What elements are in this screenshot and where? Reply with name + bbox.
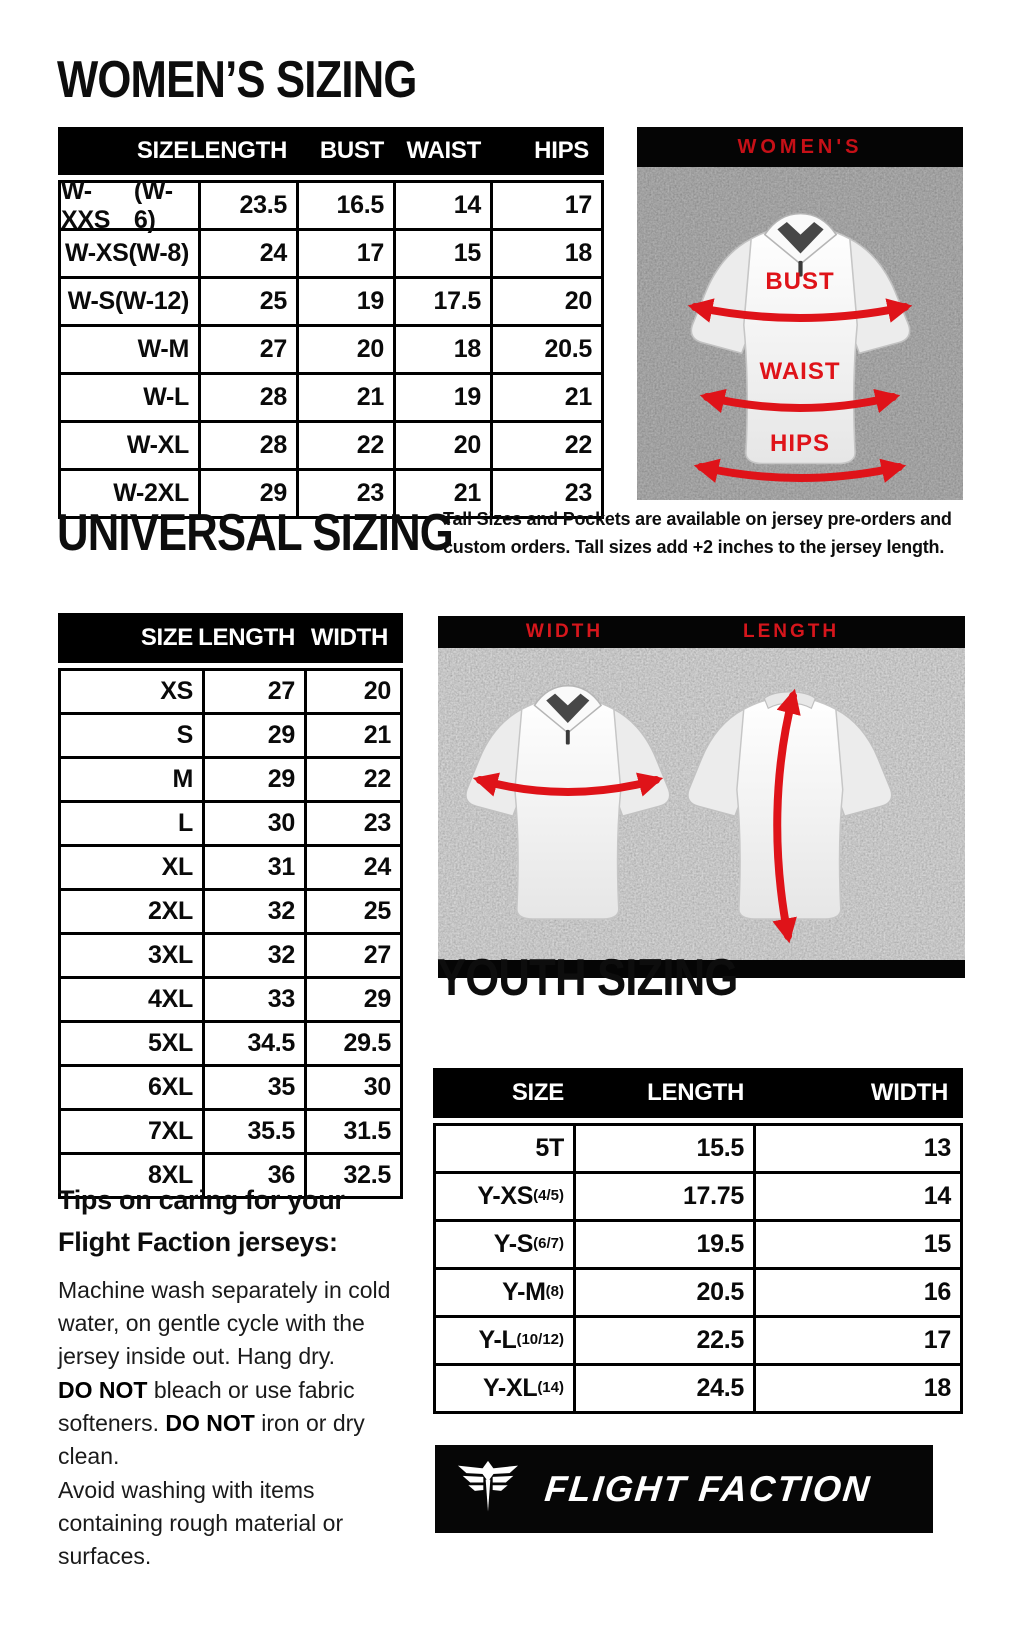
table-cell: 15.5	[576, 1126, 756, 1171]
table-cell: W-XL	[61, 423, 201, 468]
table-row	[61, 979, 400, 1023]
table-cell: W-L	[61, 375, 201, 420]
table-cell: 32.5	[343, 1161, 391, 1189]
table-cell: 32	[205, 891, 307, 932]
table-cell: 29	[205, 715, 307, 756]
table-cell: 25	[363, 897, 391, 925]
table-cell: 32	[205, 935, 307, 976]
column-header: SIZE	[140, 624, 193, 651]
table-cell: 23	[363, 809, 391, 837]
column-header: LENGTH	[198, 624, 295, 651]
womens-sizing-table	[58, 127, 604, 519]
table-cell: 8XL	[61, 1155, 205, 1196]
table-cell: W-M	[61, 327, 201, 372]
table-header-row	[58, 127, 604, 175]
table-cell: 17.5	[396, 279, 493, 324]
table-body	[58, 176, 604, 519]
table-cell: W-S (W-12)	[61, 279, 201, 324]
table-row	[61, 1067, 400, 1111]
care-tips	[58, 1180, 414, 1574]
table-row	[61, 375, 601, 423]
table-cell: 27	[201, 327, 299, 372]
table-row	[61, 279, 601, 327]
column-header: HIPS	[534, 137, 589, 164]
flight-faction-wings-icon	[455, 1459, 521, 1519]
table-cell: 16.5	[299, 183, 396, 228]
column-header: WIDTH	[870, 1079, 948, 1106]
table-cell: W-2XL	[61, 471, 201, 516]
universal-jersey-illustration	[438, 648, 965, 960]
table-cell: M	[61, 759, 205, 800]
hips-label: HIPS	[769, 430, 831, 457]
table-cell: 15	[396, 231, 493, 276]
table-row	[61, 176, 601, 234]
table-row	[436, 1318, 960, 1366]
do-not-label: DO NOT	[165, 1410, 255, 1437]
care-wash-instructions: Machine wash separately in cold water, on gentle cycle with the jersey inside out. Hang dry.	[58, 1276, 391, 1370]
table-cell: 23	[564, 479, 592, 507]
youth-sizing-table	[433, 1068, 963, 1414]
table-cell: 34.5	[205, 1023, 307, 1064]
table-row	[436, 1270, 960, 1318]
table-cell: 17.75	[576, 1174, 756, 1219]
tall-sizes-note: Tall Sizes and Pockets are available on jersey pre-orders and custom orders. Tall sizes add +2 inches to the jersey length.	[443, 509, 952, 557]
table-cell: 22	[299, 423, 396, 468]
table-cell: 31.5	[343, 1117, 391, 1145]
table-cell: 23.5	[201, 183, 299, 228]
table-cell: Y-XS (4/5)	[436, 1174, 576, 1219]
table-cell: Y-M (8)	[436, 1270, 576, 1315]
table-row	[61, 231, 601, 279]
table-cell: S	[61, 715, 205, 756]
table-cell: 35	[205, 1067, 307, 1108]
table-cell: 13	[923, 1134, 951, 1162]
table-cell: 30	[363, 1073, 391, 1101]
care-avoid-instructions: Avoid washing with items containing rough material or surfaces.	[58, 1476, 344, 1570]
table-cell: 24	[201, 231, 299, 276]
care-text: iron or dry clean.	[58, 1410, 365, 1470]
universal-sizing-title: UNIVERSAL SIZING	[57, 504, 453, 562]
table-row	[436, 1174, 960, 1222]
bust-label: BUST	[765, 268, 835, 295]
brand-wordmark: FLIGHT FACTION	[542, 1468, 874, 1509]
womens-measurement-figure	[637, 127, 963, 500]
column-header: LENGTH	[190, 137, 287, 164]
table-cell: 29	[205, 759, 307, 800]
flight-faction-logo	[435, 1445, 933, 1533]
table-cell: 31	[205, 847, 307, 888]
table-row	[436, 1366, 960, 1411]
universal-sizing-table	[58, 613, 403, 1199]
waist-label: WAIST	[759, 358, 841, 385]
table-header-row	[433, 1068, 963, 1118]
care-donot-instructions	[58, 1374, 414, 1474]
table-cell: 21	[299, 375, 396, 420]
table-cell: Y-S (6/7)	[436, 1222, 576, 1267]
youth-sizing-title: YOUTH SIZING	[437, 949, 738, 1007]
table-cell: 6XL	[61, 1067, 205, 1108]
width-length-measurement-figure	[438, 616, 965, 978]
table-row	[61, 935, 400, 979]
table-cell: 20.5	[576, 1270, 756, 1315]
table-cell: 22	[564, 431, 592, 459]
table-cell: 29	[201, 471, 299, 516]
column-header: BUST	[319, 137, 384, 164]
table-cell: 20	[299, 327, 396, 372]
table-cell: 22	[363, 765, 391, 793]
table-cell: 18	[564, 239, 592, 267]
column-header: WAIST	[406, 137, 481, 164]
table-row	[61, 327, 601, 375]
table-row	[61, 803, 400, 847]
table-cell: 23	[299, 471, 396, 516]
table-cell: Y-XL (14)	[436, 1366, 576, 1411]
table-cell: 20.5	[544, 335, 592, 363]
table-cell: 2XL	[61, 891, 205, 932]
table-cell: 7XL	[61, 1111, 205, 1152]
figure-caption-bar	[637, 127, 963, 167]
table-cell: 21	[396, 471, 493, 516]
table-cell: XL	[61, 847, 205, 888]
table-cell: 17	[923, 1326, 951, 1354]
care-text: bleach or use fabric softeners.	[58, 1376, 355, 1437]
table-cell: XS	[61, 671, 205, 712]
table-cell: 18	[923, 1374, 951, 1402]
table-row	[61, 759, 400, 803]
table-row	[61, 1023, 400, 1067]
table-cell: 29.5	[343, 1029, 391, 1057]
table-cell: 5XL	[61, 1023, 205, 1064]
table-cell: L	[61, 803, 205, 844]
table-row	[61, 1111, 400, 1155]
table-cell: 27	[205, 671, 307, 712]
table-cell: 19	[396, 375, 493, 420]
table-body	[433, 1123, 963, 1414]
table-cell: 19	[299, 279, 396, 324]
table-row	[436, 1126, 960, 1174]
column-header: SIZE	[511, 1079, 564, 1106]
womens-figure-caption: WOMEN'S	[737, 135, 863, 158]
table-header-row	[58, 613, 403, 663]
column-header: LENGTH	[647, 1079, 744, 1106]
table-cell: 36	[205, 1155, 307, 1196]
table-cell: 25	[201, 279, 299, 324]
table-row	[61, 847, 400, 891]
table-cell: 27	[363, 941, 391, 969]
care-tips-title: Tips on caring for your Flight Faction jerseys:	[58, 1185, 345, 1257]
do-not-label: DO NOT	[58, 1376, 148, 1403]
table-cell: 17	[564, 191, 592, 219]
table-cell: 28	[201, 423, 299, 468]
table-cell: Y-L (10/12)	[436, 1318, 576, 1363]
column-header: WIDTH	[310, 624, 388, 651]
table-body	[58, 668, 403, 1199]
table-cell: 18	[396, 327, 493, 372]
table-cell: 14	[396, 183, 493, 228]
table-cell: 5T	[436, 1126, 576, 1171]
table-row	[61, 891, 400, 935]
table-cell: 24	[363, 853, 391, 881]
width-caption: WIDTH	[525, 621, 604, 642]
table-row	[61, 715, 400, 759]
table-cell: 14	[923, 1182, 951, 1210]
table-cell: 4XL	[61, 979, 205, 1020]
table-cell: 15	[923, 1230, 951, 1258]
table-cell: W-XXS (W-6)	[61, 183, 201, 228]
table-row	[436, 1222, 960, 1270]
table-cell: W-XS (W-8)	[61, 231, 201, 276]
womens-sizing-title: WOMEN’S SIZING	[57, 51, 417, 109]
table-row	[61, 423, 601, 471]
length-caption: LENGTH	[743, 621, 840, 642]
table-cell: 19.5	[576, 1222, 756, 1267]
table-row	[61, 671, 400, 715]
table-cell: 20	[363, 677, 391, 705]
table-cell: 30	[205, 803, 307, 844]
table-cell: 20	[396, 423, 493, 468]
table-cell: 16	[923, 1278, 951, 1306]
table-cell: 28	[201, 375, 299, 420]
table-cell: 33	[205, 979, 307, 1020]
table-cell: 21	[564, 383, 592, 411]
table-cell: 3XL	[61, 935, 205, 976]
table-cell: 21	[363, 721, 391, 749]
table-cell: 22.5	[576, 1318, 756, 1363]
figure-caption-bar	[438, 616, 965, 648]
table-cell: 24.5	[576, 1366, 756, 1411]
table-cell: 20	[564, 287, 592, 315]
column-header: SIZE	[136, 137, 189, 164]
table-cell: 29	[363, 985, 391, 1013]
table-cell: 35.5	[205, 1111, 307, 1152]
table-cell: 17	[299, 231, 396, 276]
womens-jersey-illustration	[637, 167, 963, 500]
